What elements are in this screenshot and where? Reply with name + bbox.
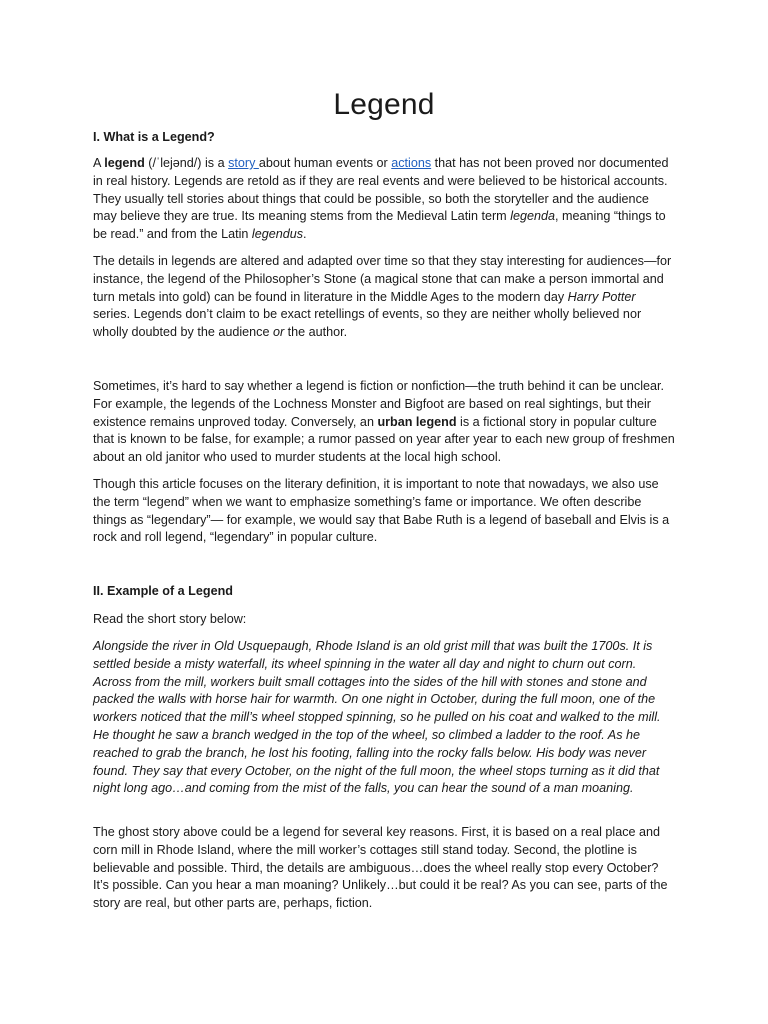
page-title: Legend xyxy=(333,88,435,121)
text-run: The details in legends are altered and adapted over time so that they stay interesting for audiences—for instance, the legend of the Philosopher’s Stone (a magical stone that can make a person immortal and turn metals into gold) can be found in literature in the Middle Ages to the modern day xyxy=(93,254,672,304)
story-link[interactable]: story xyxy=(228,156,259,170)
italic-word-or: or xyxy=(272,325,285,340)
paragraph-definition xyxy=(93,155,675,244)
paragraph-story: Alongside the river in Old Usquepaugh, Rhode Island is an old grist mill that was built the 1700s. It is settled beside a misty waterfall, its wheel spinning in the water all day and night to churn out corn. Across from the mill, workers built small cottages into the sides of the hill with stones and stone and packed the walls with horse hair for warmth. On one night in October, during the full moon, one of the workers noticed that the mill’s wheel stopped spinning, so he pulled on his coat and walked to the mill. He thought he saw a branch wedged in the top of the wheel, so climbed a ladder to the roof. As he reached to grab the branch, he lost his footing, falling into the rocky falls below. His body was never found. They say that every October, on the night of the full moon, the wheel stops turning as it did that night long ago…and coming from the mist of the falls, you can hear the sound of a man moaning. xyxy=(93,639,661,796)
text-run: is a fictional story in popular culture that is known to be false, for example; a rumor passed on year after year to each new group of freshmen about an old janitor who used to murder students at the local high school. xyxy=(93,414,675,465)
italic-term-legendus: legendus xyxy=(251,227,304,242)
text-run: the author. xyxy=(284,325,348,340)
text-run: A xyxy=(93,156,105,170)
italic-title-harry-potter: Harry Potter xyxy=(567,289,636,304)
text-run: about human events or xyxy=(258,156,392,170)
paragraph-intro: Read the short story below: xyxy=(93,612,247,626)
text-run: , meaning “things to be read.” and from the Latin xyxy=(93,209,666,242)
italic-term-legenda: legenda xyxy=(510,209,556,224)
text-run: . xyxy=(303,227,307,242)
section-heading-example: II. Example of a Legend xyxy=(93,584,233,598)
bold-term-legend: legend xyxy=(104,156,145,170)
section-heading-what-is: I. What is a Legend? xyxy=(93,130,215,144)
bold-term-urban-legend: urban legend xyxy=(377,414,457,429)
paragraph-analysis: The ghost story above could be a legend for several key reasons. First, it is based on a real place and corn mill in Rhode Island, where the mill worker’s cottages still stand today. Second, the plotline is believable and possible. Third, the details are ambiguous…does the wheel really stop every October? It’s possible. Can you hear a man moaning? Unlikely…but could it be real? As you can see, parts of the story are real, but other parts are, perhaps, fiction. xyxy=(93,825,668,911)
actions-link[interactable]: actions xyxy=(391,156,432,170)
paragraph-literary-definition: Though this article focuses on the literary definition, it is important to note that nowadays, we also use the term “legend” when we want to emphasize something’s fame or importance. We often describe things as “legendary”— for example, we would say that Babe Ruth is a legend of baseball and Elvis is a rock and roll legend, “legendary” in popular culture. xyxy=(93,477,670,545)
paragraph-details xyxy=(93,253,675,342)
text-run: series. Legends don’t claim to be exact retellings of events, so they are neither wholly believed nor wholly doubted by the audience xyxy=(93,307,642,340)
text-run: that has not been proved nor documented in real history. Legends are retold as if they are real events and were believed to be historical accounts. They usually tell stories about things that could be possible, so both the storyteller and the audience may believe they are true. Its meaning stems from the Medieval Latin term xyxy=(93,156,669,224)
text-run: Sometimes, it’s hard to say whether a legend is fiction or nonfiction—the truth behind it can be unclear. For example, the legends of the Lochness Monster and Bigfoot are based on real sightings, but their existence remains unproved today. Conversely, an xyxy=(93,379,665,429)
text-run: (/ˈlejənd/) is a xyxy=(144,156,229,170)
paragraph-fiction-or-nonfiction xyxy=(93,378,675,467)
